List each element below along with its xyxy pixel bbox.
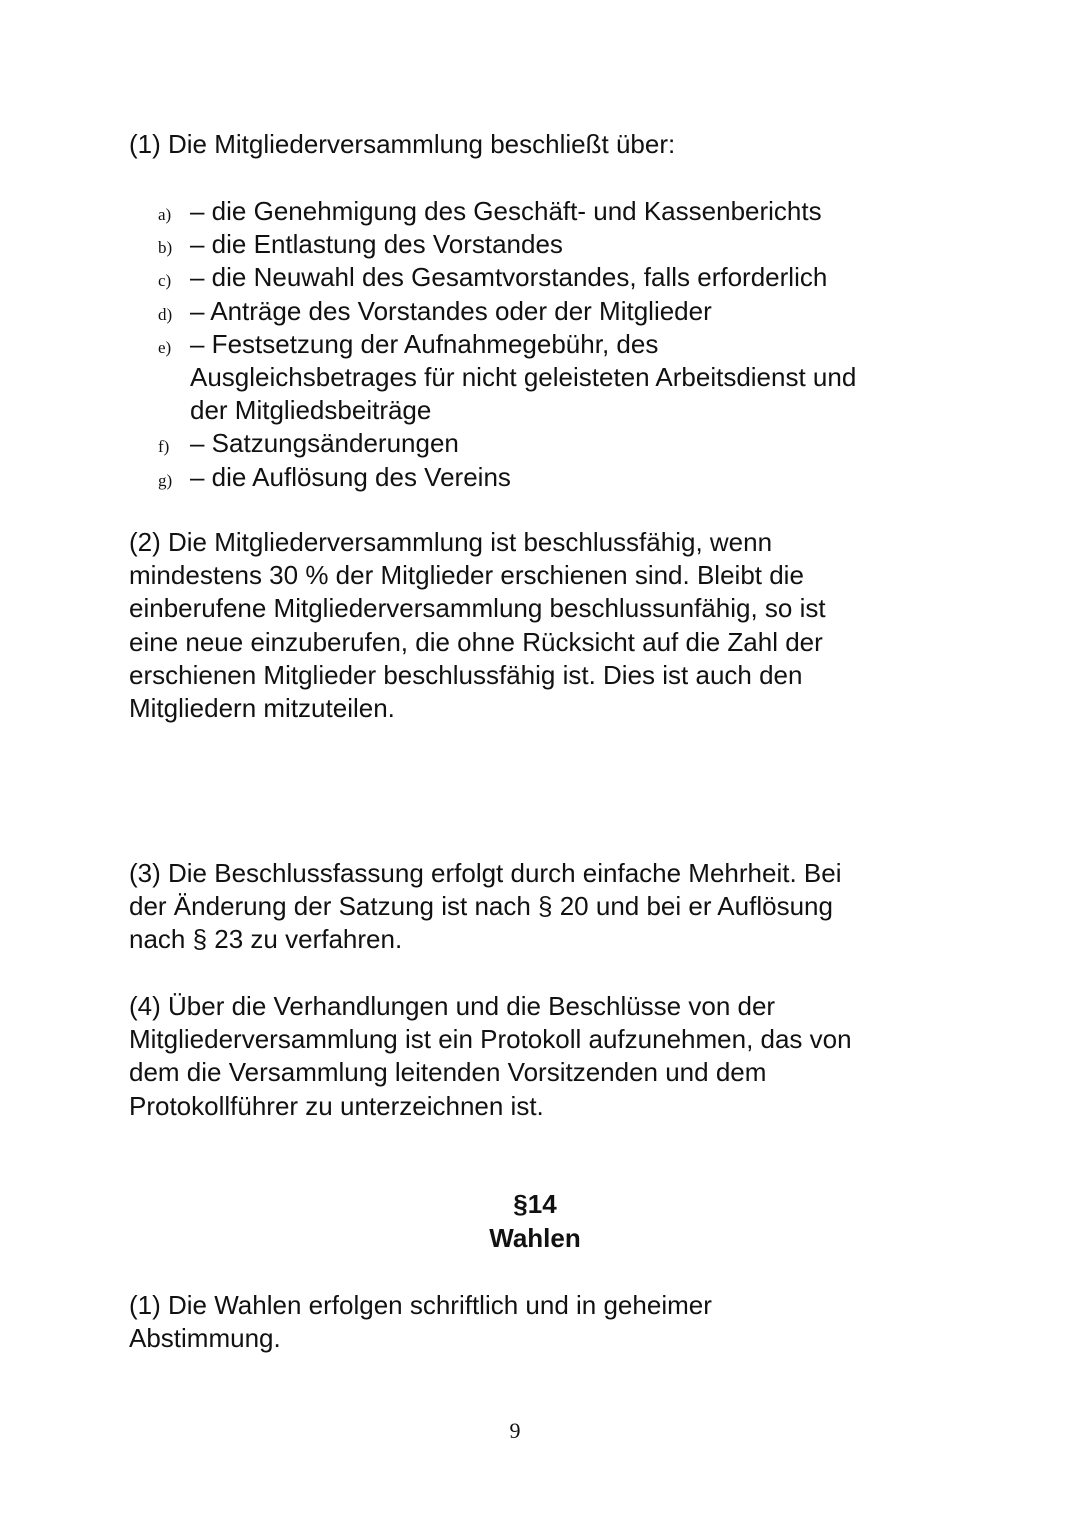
paragraph-line: (4) Über die Verhandlungen und die Beschlüsse von der (129, 991, 776, 1021)
list-marker: f) (158, 437, 170, 457)
list-item-text: – Festsetzung der Aufnahmegebühr, des (190, 328, 659, 359)
paragraph-line: Mitgliedern mitzuteilen. (129, 693, 395, 724)
list-item (158, 328, 978, 428)
paragraph-line: mindestens 30 % der Mitglieder erschienen sind. Bleibt die (129, 560, 804, 591)
paragraph-line: nach § 23 zu verfahren. (129, 924, 403, 955)
list-item-text: – die Entlastung des Vorstandes (190, 229, 563, 260)
list-item-text: – Satzungsänderungen (190, 428, 459, 459)
paragraph-line: Protokollführer zu unterzeichnen ist. (129, 1090, 544, 1121)
paragraph-line: Abstimmung. (129, 1323, 281, 1354)
list-item-text: – die Genehmigung des Geschäft- und Kassenberichts (190, 196, 822, 226)
paragraph-line: erschienen Mitglieder beschlussfähig ist. Dies ist auch den (129, 659, 803, 690)
paragraph-line: (3) Die Beschlussfassung erfolgt durch einfache Mehrheit. Bei (129, 858, 842, 888)
paragraph-line: (1) Die Wahlen erfolgen schriftlich und in geheimer (129, 1290, 712, 1320)
list-item (158, 195, 978, 228)
list-marker: c) (158, 271, 172, 291)
list-item-text: Ausgleichsbetrages für nicht geleisteten Arbeitsdienst und (190, 362, 857, 393)
list-marker: d) (158, 304, 173, 324)
list-item-text: der Mitgliedsbeiträge (190, 395, 432, 426)
paragraph-line: dem die Versammlung leitenden Vorsitzenden und dem (129, 1057, 767, 1088)
list-item-text: – die Neuwahl des Gesamtvorstandes, falls erforderlich (190, 262, 828, 293)
list-item (158, 295, 978, 328)
paragraph-1-intro (129, 128, 959, 161)
paragraph-line: der Änderung der Satzung ist nach § 20 und bei er Auflösung (129, 891, 833, 922)
list-item-text: – Anträge des Vorstandes oder der Mitglieder (190, 295, 712, 326)
paragraph-3 (129, 857, 959, 957)
paragraph-line: Mitgliederversammlung ist ein Protokoll aufzunehmen, das von (129, 1024, 852, 1055)
paragraph-line: (1) Die Mitgliederversammlung beschließt über: (129, 129, 676, 159)
paragraph-line: einberufene Mitgliederversammlung beschlussunfähig, so ist (129, 593, 826, 624)
list-item (158, 261, 978, 294)
paragraph-line: (2) Die Mitgliederversammlung ist beschlussfähig, wenn (129, 527, 773, 557)
section-number-heading: §14 (513, 1189, 557, 1219)
section-title-heading: Wahlen (489, 1223, 581, 1253)
list-marker: b) (158, 238, 173, 258)
section14-paragraph-1 (129, 1289, 959, 1355)
resolution-list (158, 195, 978, 494)
list-marker: g) (158, 470, 173, 490)
paragraph-4 (129, 990, 959, 1123)
list-item (158, 228, 978, 261)
page-number: 9 (509, 1418, 521, 1443)
list-marker: a) (158, 205, 172, 224)
list-marker: e) (158, 337, 172, 357)
list-item-text: – die Auflösung des Vereins (190, 461, 511, 492)
paragraph-line: eine neue einzuberufen, die ohne Rücksicht auf die Zahl der (129, 626, 823, 657)
list-item (158, 427, 978, 460)
list-item (158, 461, 978, 494)
paragraph-2 (129, 526, 959, 725)
